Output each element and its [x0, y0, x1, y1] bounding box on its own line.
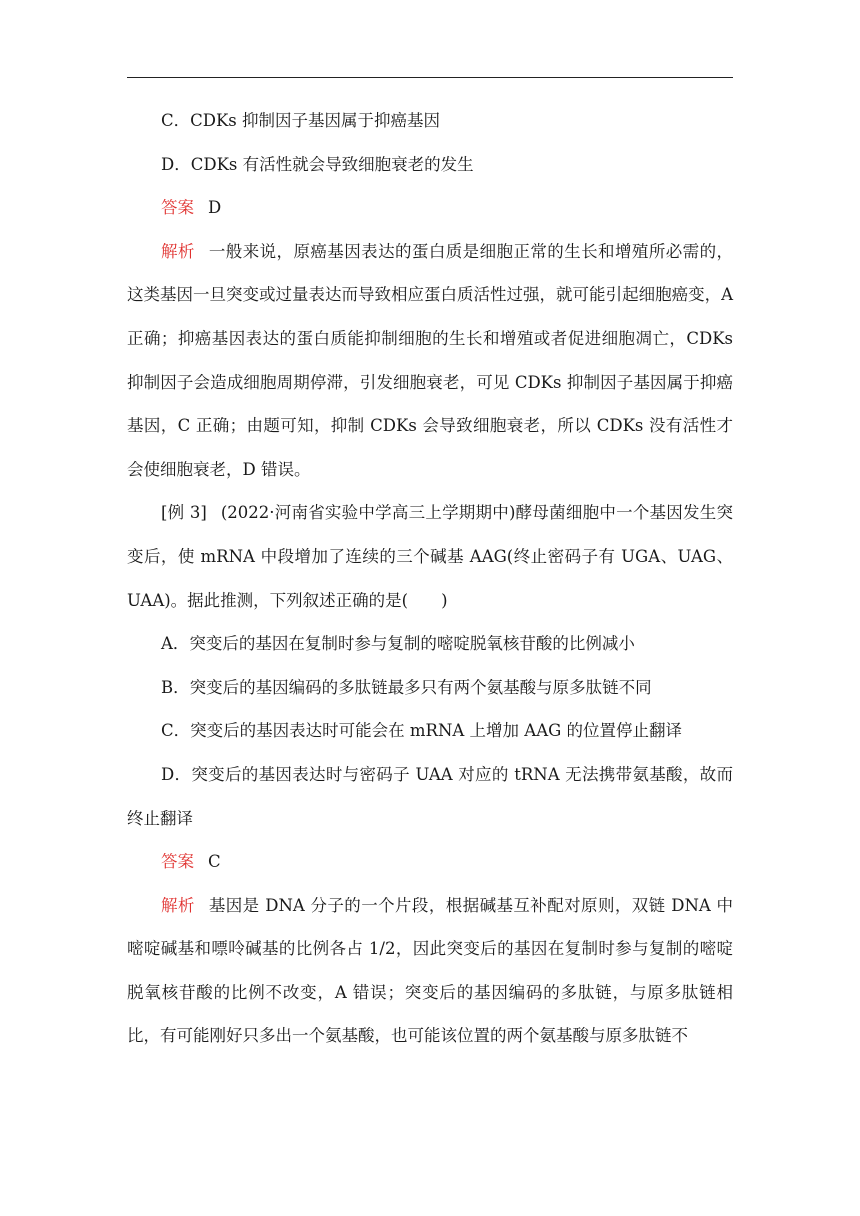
- page-content: [127, 99, 733, 1058]
- analysis-2: [127, 884, 733, 1058]
- option-b: B．突变后的基因编码的多肽链最多只有两个氨基酸与原多肽链不同: [161, 677, 652, 697]
- analysis-text: 基因是 DNA 分子的一个片段，根据碱基互补配对原则，双链 DNA 中嘧啶碱基和嘌呤碱基的比例各占 1/2，因此突变后的基因在复制时参与复制的嘧啶脱氧核苷酸的比例不改变，A 错误；突变后的基因编码的多肽链，与原多肽链相比，有可能刚好只多出一个氨基酸，也可能该位置的两个氨基酸与原多肽链不: [127, 895, 733, 1046]
- answer-value: D: [208, 198, 222, 218]
- analysis-label: 解析: [161, 895, 195, 915]
- example-label: [例 3]: [161, 503, 207, 523]
- example-text: (2022·河南省实验中学高三上学期期中)酵母菌细胞中一个基因发生突变后，使 mRNA 中段增加了连续的三个碱基 AAG(终止密码子有 UGA、UAG、UAA)。据此推测，下列叙述正确的是( ): [127, 503, 733, 610]
- header-rule: [127, 77, 733, 78]
- analysis-text: 一般来说，原癌基因表达的蛋白质是细胞正常的生长和增殖所必需的，这类基因一旦突变或过量表达而导致相应蛋白质活性过强，就可能引起细胞癌变，A 正确；抑癌基因表达的蛋白质能抑制细胞的生长和增殖或者促进细胞凋亡，CDKs 抑制因子会造成细胞周期停滞，引发细胞衰老，可见 CDKs 抑制因子基因属于抑癌基因，C 正确；由题可知，抑制 CDKs 会导致细胞衰老，所以 CDKs 没有活性才会使细胞衰老，D 错误。: [127, 241, 733, 479]
- answer-label: 答案: [161, 198, 194, 218]
- option-d: D．突变后的基因表达时与密码子 UAA 对应的 tRNA 无法携带氨基酸，故而终止翻译: [127, 764, 733, 828]
- example-3-stem: [127, 491, 733, 622]
- analysis-1: [127, 230, 733, 492]
- answer-2: [127, 840, 733, 884]
- option-c-prev: C．CDKs 抑制因子基因属于抑癌基因: [161, 111, 441, 130]
- answer-label: 答案: [161, 852, 194, 872]
- option-d-prev: D．CDKs 有活性就会导致细胞衰老的发生: [161, 154, 474, 174]
- answer-1: [127, 186, 733, 230]
- option-a: A．突变后的基因在复制时参与复制的嘧啶脱氧核苷酸的比例减小: [161, 634, 635, 654]
- analysis-label: 解析: [161, 241, 195, 261]
- option-c: C．突变后的基因表达时可能会在 mRNA 上增加 AAG 的位置停止翻译: [161, 721, 683, 741]
- answer-value: C: [208, 852, 221, 872]
